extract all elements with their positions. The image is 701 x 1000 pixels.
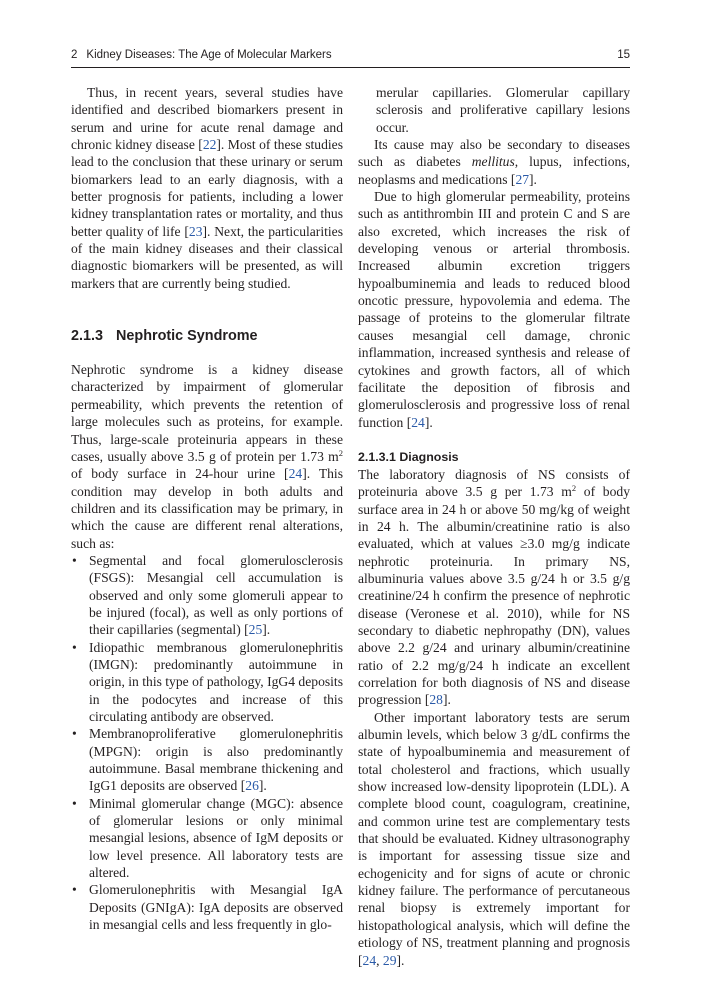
citation-link[interactable]: 23: [188, 223, 203, 239]
list-item-continuation: merular capillaries. Glomerular capillary sclerosis and proliferative capillary lesions occur.: [376, 85, 630, 135]
citation-link[interactable]: 22: [202, 137, 217, 153]
subsection-title: Diagnosis: [399, 449, 459, 464]
list-item: • Membranoproliferative glomerulonephritis (MPGN): origin is also predominantly autoimmune. Basal membrane thickening and IgG1 deposits are observed [26].: [72, 726, 343, 794]
citation-link[interactable]: 27: [515, 171, 530, 187]
citation-link[interactable]: 25: [248, 622, 263, 638]
superscript: 2: [571, 483, 577, 494]
section-heading: [71, 327, 343, 345]
bullet-icon: •: [72, 882, 77, 898]
right-column: [358, 84, 630, 969]
paragraph-intro: Thus, in recent years, several studies have identified and described biomarkers present in serum and urine for acute renal damage and chronic kidney disease [22]. Most of these studies lead to the conclusion that these urinary or serum biomarkers lead to an early diagnosis, with a better prognosis for patients, including a lower kidney transplantation rates or mortality, and thus better quality of life [23]. Next, the particularities of the main kidney diseases and their classical diagnostic biomarkers will be presented, as will markers that are currently being studied.: [71, 85, 343, 291]
paragraph-diagnosis: The laboratory diagnosis of NS consists of proteinuria above 3.5 g per 1.73 $m^2$ of body surface area in 24 h or above 50 mg/kg of weight in 24 h. The albumin/creatinine ratio is also evaluated, which at values ≥3.0 mg/g indicate nephrotic proteinuria. In primary NS, albuminuria values above 3.5 g/24 h or 3.5 g/g creatinine/24 h confirm the presence of nephrotic disease (Veronese et al. 2010), while for NS secondary to diabetic nephropathy (DN), values above 2.2 g/24 and urinary albumin/creatinine ratio of 2.2 mg/g/24 h indicate an excellent correlation for both diagnosis of NS and disease progression [28].: [358, 466, 630, 708]
list-item: • Idiopathic membranous glomerulonephritis (IMGN): predominantly autoimmune in origin, in this type of pathology, IgG4 deposits in the podocytes and increase of this circulating antibody are observed.: [72, 639, 343, 724]
classification-list: [71, 552, 343, 934]
running-header: [71, 47, 630, 68]
subsection-number: 2.1.3.1: [358, 449, 396, 464]
citation-link[interactable]: 24: [288, 466, 303, 482]
bullet-icon: •: [72, 726, 77, 742]
citation-link[interactable]: 28: [429, 692, 443, 708]
chapter-title: [71, 49, 332, 61]
citation-link[interactable]: 24: [411, 414, 425, 430]
chapter-title-text: Kidney Diseases: The Age of Molecular Markers: [86, 49, 332, 61]
list-item: • Minimal glomerular change (MGC): absence of glomerular lesions or only minimal mesangial lesions, absence of IgM deposits or low level presence. All laboratory tests are altered.: [72, 795, 343, 881]
paragraph-permeability: Due to high glomerular permeability, proteins such as antithrombin III and protein C and S are also excreted, which increases the risk of developing venous or arterial thrombosis. Increased albumin excretion triggers hypoalbuminemia and leads to reduced blood oncotic pressure, hypovolemia and edema. The passage of proteins to the glomerular filtrate causes mesangial cell damage, chronic inflammation, increased synthesis and release of cytokines and growth factors, all of which facilitate the deposition of fibrosis and glomerulosclerosis and progressive loss of renal function [24].: [358, 189, 630, 430]
superscript: 2: [338, 447, 343, 458]
page-number: 15: [617, 49, 630, 61]
citation-link[interactable]: 24: [362, 952, 377, 968]
section-number: 2.1.3: [71, 328, 104, 345]
paragraph-nephrotic: Nephrotic syndrome is a kidney disease characterized by impairment of glomerular permeability, which prevents the retention of large molecules such as proteins, for example. Thus, large-scale proteinuria appears in these cases, usually above 3.5 g of protein per 1.73 $m^2$ of body surface in 24-hour urine [24]. This condition may develop in both adults and children and its classification may be primary, in which the cause are different renal alterations, such as:: [71, 362, 343, 551]
bullet-icon: •: [72, 795, 77, 811]
emphasis: mellitus: [471, 154, 515, 170]
citation-link[interactable]: 26: [245, 778, 259, 794]
section-title: Nephrotic Syndrome: [116, 328, 258, 345]
chapter-number: 2: [71, 49, 78, 61]
paragraph-secondary-causes: Its cause may also be secondary to diseases such as diabetes mellitus, lupus, infections, neoplasms and medications [27].: [358, 137, 630, 187]
paragraph-other-tests: Other important laboratory tests are serum albumin levels, which below 3 g/dL confirms the state of hypoalbuminemia and measurement of total cholesterol and fractions, which usually show increased low-density lipoprotein (LDL). A complete blood count, coagulogram, creatinine, and common urine test are complementary tests that should be evaluated. Kidney ultrasonography is important for assessing tissue size and echogenicity and for signs of acute or chronic kidney failure. The performance of percutaneous renal biopsy is extremely important for histopathological analysis, which will define the etiology of NS, treatment planning and prognosis [24, 29].: [358, 709, 630, 968]
left-column: [71, 84, 343, 933]
citation-link[interactable]: 29: [382, 952, 397, 968]
list-item: • Glomerulonephritis with Mesangial IgA Deposits (GNIgA): IgA deposits are observed in mesangial cells and less frequently in glo-: [72, 882, 343, 933]
bullet-icon: •: [72, 639, 77, 655]
list-item: • Segmental and focal glomerulosclerosis (FSGS): Mesangial cell accumulation is observed and only some glomeruli appear to be injured (focal), as well as only portions of their capillaries (segmental) [25].: [72, 552, 343, 638]
bullet-icon: •: [72, 552, 77, 568]
subsection-heading: [358, 449, 630, 466]
